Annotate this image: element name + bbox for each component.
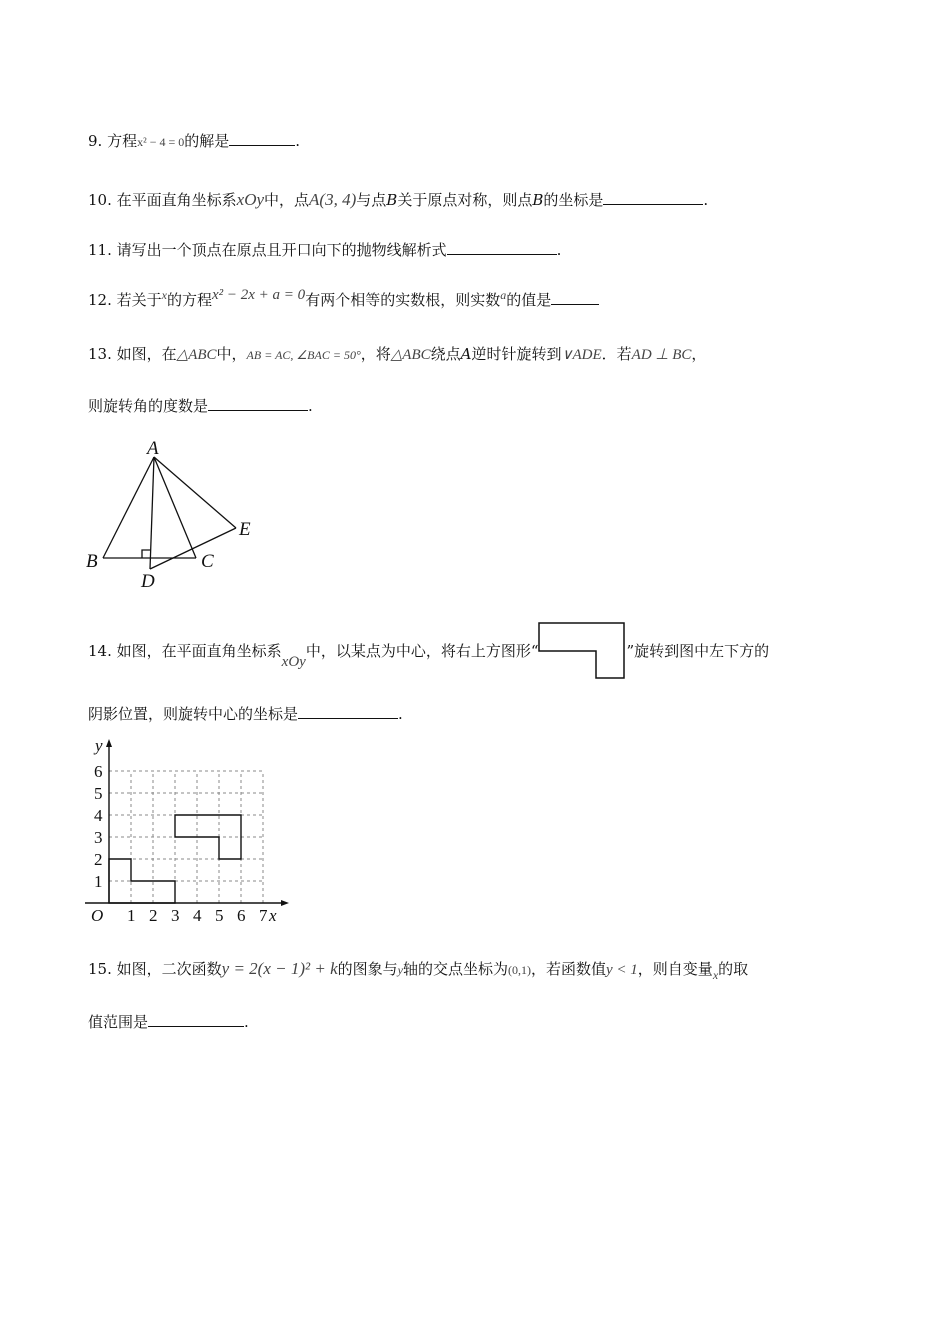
segment-ab	[103, 457, 154, 558]
segment-ac	[154, 457, 196, 558]
question-13: 13. 如图，在△ABC中，AB = AC, ∠BAC = 50°，将△ABC绕点A逆时针旋转到∨ADE．若AD ⊥ BC，	[88, 345, 707, 363]
coordinate-grid	[80, 735, 300, 930]
answer-blank[interactable]	[603, 190, 703, 205]
segment-ad	[150, 457, 154, 569]
question-14: 14. 如图，在平面直角坐标系xOy中，以某点为中心，将右上方图形“ ”旋转到图中左下方的	[88, 641, 769, 662]
y-axis-arrow	[106, 739, 112, 747]
question-10: 10. 在平面直角坐标系xOy中，点A(3, 4)与点B关于原点对称，则点B的坐标是 .	[88, 190, 709, 209]
answer-blank[interactable]	[447, 240, 557, 255]
x-tick-label: 6	[237, 906, 246, 925]
x-tick-label: 3	[171, 906, 180, 925]
y-tick-label: 5	[94, 784, 103, 803]
x-axis-arrow	[281, 900, 289, 906]
y-axis-label: y	[95, 736, 103, 755]
function-q15: y = 2(x − 1)² + k	[221, 959, 338, 978]
answer-blank[interactable]	[148, 1012, 244, 1027]
x-axis-label: x	[269, 906, 277, 925]
y-tick-label: 3	[94, 828, 103, 847]
point-a: A(3, 4)	[309, 190, 357, 209]
answer-blank[interactable]	[551, 290, 599, 305]
question-15: 15. 如图，二次函数y = 2(x − 1)² + k的图象与y轴的交点坐标为(0,1)，若函数值y < 1，则自变量$_x$的取	[88, 959, 749, 982]
x-tick-label: 7	[259, 906, 268, 925]
origin-label: O	[91, 906, 104, 925]
l-shape-figure	[538, 622, 626, 680]
question-12: 12. 若关于$^x$的方程x² − 2x + a = 0有两个相等的实数根，则实数$^a$的值是	[88, 285, 599, 310]
label-d: D	[141, 571, 155, 592]
answer-blank[interactable]	[229, 131, 295, 146]
x-tick-label: 4	[193, 906, 202, 925]
question-14-line2: 阴影位置，则旋转中心的坐标是 .	[88, 705, 403, 723]
y-tick-label: 6	[94, 762, 103, 781]
y-tick-label: 2	[94, 850, 103, 869]
label-e: E	[239, 519, 251, 540]
x-tick-label: 1	[127, 906, 136, 925]
equation-q12: x² − 2x + a = 0	[212, 287, 306, 303]
segment-de	[150, 528, 236, 569]
question-11: 11. 请写出一个顶点在原点且开口向下的抛物线解析式 .	[88, 241, 562, 259]
segment-ae	[154, 457, 236, 528]
triangle-figure	[80, 432, 270, 592]
question-15-line2: 值范围是 .	[88, 1013, 249, 1031]
equation-q9: x² − 4 = 0	[137, 135, 185, 149]
y-tick-label: 4	[94, 806, 103, 825]
label-c: C	[201, 551, 214, 572]
question-9: 9. 方程x² − 4 = 0的解是 .	[88, 132, 301, 150]
x-tick-label: 5	[215, 906, 224, 925]
x-tick-label: 2	[149, 906, 158, 925]
label-b: B	[86, 551, 98, 572]
answer-blank[interactable]	[208, 396, 308, 411]
right-angle-mark	[142, 550, 150, 558]
y-tick-label: 1	[94, 872, 103, 891]
shape-lower-left	[109, 859, 175, 903]
label-a: A	[147, 438, 159, 459]
question-13-line2: 则旋转角的度数是 .	[88, 397, 313, 415]
answer-blank[interactable]	[298, 704, 398, 719]
